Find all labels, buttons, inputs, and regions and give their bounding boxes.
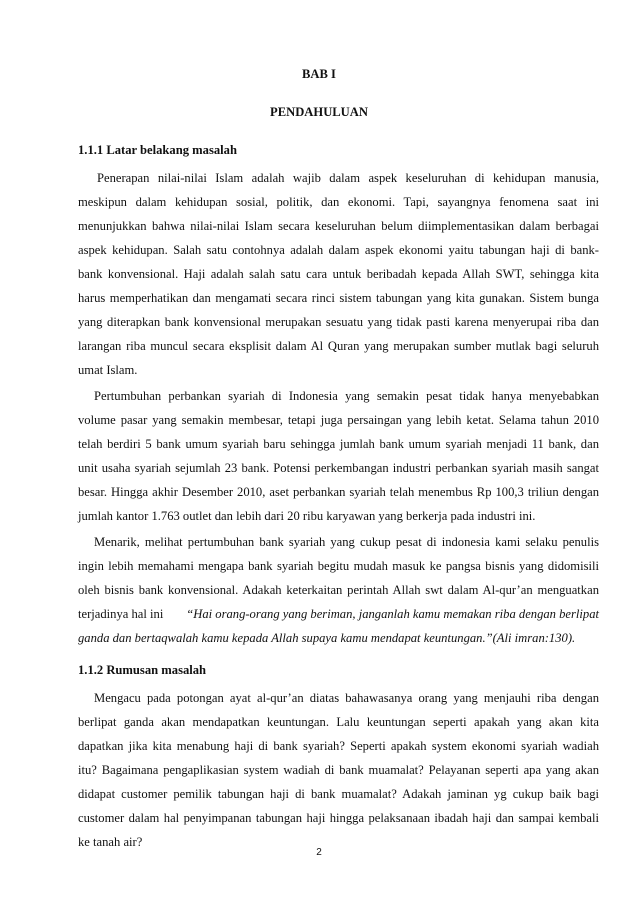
- paragraph-line: Menarik, melihat pertumbuhan bank syariah yang cukup pesat di indonesia kami selaku penulis: [94, 535, 599, 549]
- quote-text: “Hai orang-orang yang beriman, janganlah kamu memakan riba dengan berlipat: [186, 607, 599, 621]
- paragraph-line: ke tanah air?: [78, 835, 143, 849]
- paragraph-line: bank konvensional. Haji adalah salah satu cara untuk beribadah kepada Allah SWT, sehingga kita: [78, 267, 599, 281]
- quote-text: ganda dan bertaqwalah kamu kepada Allah supaya kamu mendapat keuntungan.”(Ali imran:130).: [78, 631, 576, 645]
- paragraph-line: oleh bisnis bank konvensional. Adakah keterkaitan perintah Allah swt dalam Al-qur’an menguatkan: [78, 583, 599, 597]
- paragraph-line: unit usaha syariah sejumlah 23 bank. Potensi perkembangan industri perbankan syariah masih sangat: [78, 461, 599, 475]
- paragraph-line: berlipat ganda akan mendapatkan keuntungan. Lalu keuntungan seperti apakah yang akan kita: [78, 715, 599, 729]
- paragraph-line: harus memperhatikan dan mengamati secara rinci sistem tabungan yang kita gunakan. Sistem bunga: [78, 291, 599, 305]
- paragraph-line: itu? Bagaimana pengaplikasian system wadiah di bank muamalat? Pelayanan seperti apa yang akan: [78, 763, 599, 777]
- paragraph-line: dapatkan jika kita menabung haji di bank syariah? Seperti apakah system ekonomi syariah wadiah: [78, 739, 599, 753]
- page-number: 2: [316, 847, 322, 858]
- paragraph-line: besar. Hingga akhir Desember 2010, aset perbankan syariah telah menembus Rp 100,3 triliun dengan: [78, 485, 599, 499]
- chapter-label: BAB I: [302, 67, 336, 81]
- paragraph-line: umat Islam.: [78, 363, 138, 377]
- paragraph-line: ingin lebih memahami mengapa bank syariah begitu mudah masuk ke pangsa bisnis yang didomisili: [78, 559, 599, 573]
- paragraph-line: yang diterapkan bank konvensional merupakan sesuatu yang tidak pasti karena menyerupai riba dan: [78, 315, 599, 329]
- paragraph-line: jumlah kantor 1.763 outlet dan lebih dari 20 ribu karyawan yang berkerja pada industri ini.: [78, 509, 536, 523]
- paragraph-line: larangan riba muncul secara eksplisit dalam Al Quran yang merupakan sumber mutlak bagi seluruh: [78, 339, 599, 353]
- section-heading-latar-belakang: 1.1.1 Latar belakang masalah: [78, 143, 237, 157]
- paragraph-line: Penerapan nilai-nilai Islam adalah wajib dalam aspek keseluruhan di kehidupan manusia,: [97, 171, 599, 185]
- paragraph-line: menunjukkan bahwa nilai-nilai Islam secara keseluruhan belum diimplementasikan dalam berbagai: [78, 219, 599, 233]
- section-heading-rumusan-masalah: 1.1.2 Rumusan masalah: [78, 663, 207, 677]
- paragraph-line: aspek kehidupan. Salah satu contohnya adalah dalam aspek ekonomi yaitu tabungan haji di bank-: [78, 243, 599, 257]
- paragraph-line: didapat customer pemilik tabungan haji di bank muamalat? Adakah jaminan yg cukup baik bagi: [78, 787, 599, 801]
- paragraph-line: customer dalam hal penyimpanan tabungan haji hingga pelaksanaan ibadah haji dan sampai kembali: [78, 811, 599, 825]
- paragraph-text: terjadinya hal ini: [78, 607, 164, 621]
- paragraph-line-with-quote: [78, 606, 599, 622]
- paragraph-line: Pertumbuhan perbankan syariah di Indonesia yang semakin pesat tidak hanya menyebabkan: [94, 389, 599, 403]
- paragraph-line: telah berdiri 5 bank umum syariah baru sehingga jumlah bank umum syariah menjadi 11 bank, dan: [78, 437, 599, 451]
- paragraph-line: meskipun dalam kehidupan sosial, politik, dan ekonomi. Tapi, sayangnya fenomena saat ini: [78, 195, 599, 209]
- chapter-title: PENDAHULUAN: [270, 105, 368, 119]
- paragraph-line: Mengacu pada potongan ayat al-qur’an diatas bahawasanya orang yang menjauhi riba dengan: [94, 691, 599, 705]
- paragraph-line: volume pasar yang semakin membesar, tetapi juga persaingan yang lebih ketat. Selama tahun 2010: [78, 413, 599, 427]
